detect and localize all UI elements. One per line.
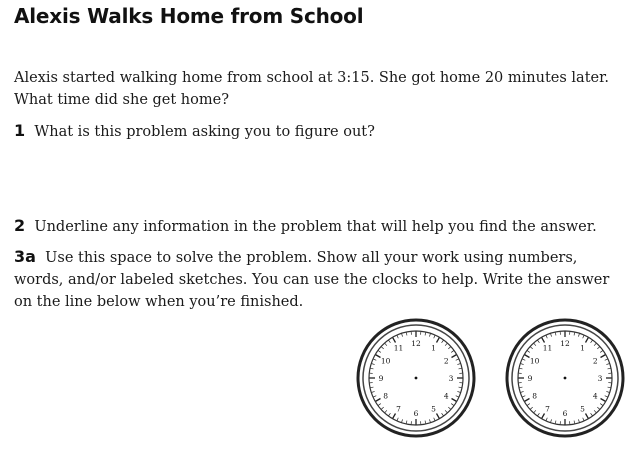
- clock-center-dot: [415, 377, 418, 380]
- question-3a-number: 3a: [14, 247, 36, 266]
- clock-numeral: 10: [380, 356, 391, 366]
- clock-numeral: 3: [597, 374, 603, 383]
- question-3a: [14, 246, 624, 313]
- clock-center-dot: [564, 377, 567, 380]
- clock-numeral: 11: [542, 343, 553, 353]
- question-1-text: What is this problem asking you to figure out?: [34, 124, 375, 140]
- question-3a-text: Use this space to solve the problem. Show all your work using numbers, words, and/or labeled sketches. You can use the clocks to help. Write the answer on the line below when you’re finished.: [14, 250, 610, 310]
- worksheet-title: Alexis Walks Home from School: [14, 4, 364, 28]
- problem-statement: Alexis started walking home from school at 3:15. She got home 20 minutes later. What time did she get home?: [14, 70, 610, 108]
- clock-numeral: 7: [545, 404, 550, 414]
- question-1-number: 1: [14, 121, 26, 140]
- clock-numeral: 3: [448, 374, 454, 383]
- clock-numeral: 9: [527, 374, 533, 383]
- clock-numeral: 8: [383, 391, 389, 401]
- clock-numeral: 6: [413, 409, 419, 418]
- clock-numeral: 2: [592, 356, 598, 366]
- clock-numeral: 10: [529, 356, 540, 366]
- question-1: [14, 120, 624, 143]
- clock-numeral: 1: [431, 343, 436, 353]
- clock-numeral: 6: [562, 409, 568, 418]
- clock-numeral: 5: [580, 404, 585, 414]
- clock-numeral: 12: [411, 339, 421, 348]
- clock-numeral: 5: [431, 404, 436, 414]
- clock-right: [505, 318, 625, 438]
- clock-numeral: 2: [443, 356, 449, 366]
- question-2: [14, 215, 624, 238]
- clock-numeral: 7: [396, 404, 401, 414]
- clock-numeral: 4: [592, 391, 598, 401]
- clock-numeral: 4: [443, 391, 449, 401]
- clock-numeral: 11: [393, 343, 404, 353]
- question-2-number: 2: [14, 216, 26, 235]
- clock-numeral: 1: [580, 343, 585, 353]
- clock-numeral: 12: [560, 339, 570, 348]
- clock-left: [356, 318, 476, 438]
- clock-numeral: 8: [532, 391, 538, 401]
- clock-numeral: 9: [378, 374, 384, 383]
- question-2-text: Underline any information in the problem that will help you find the answer.: [34, 219, 597, 235]
